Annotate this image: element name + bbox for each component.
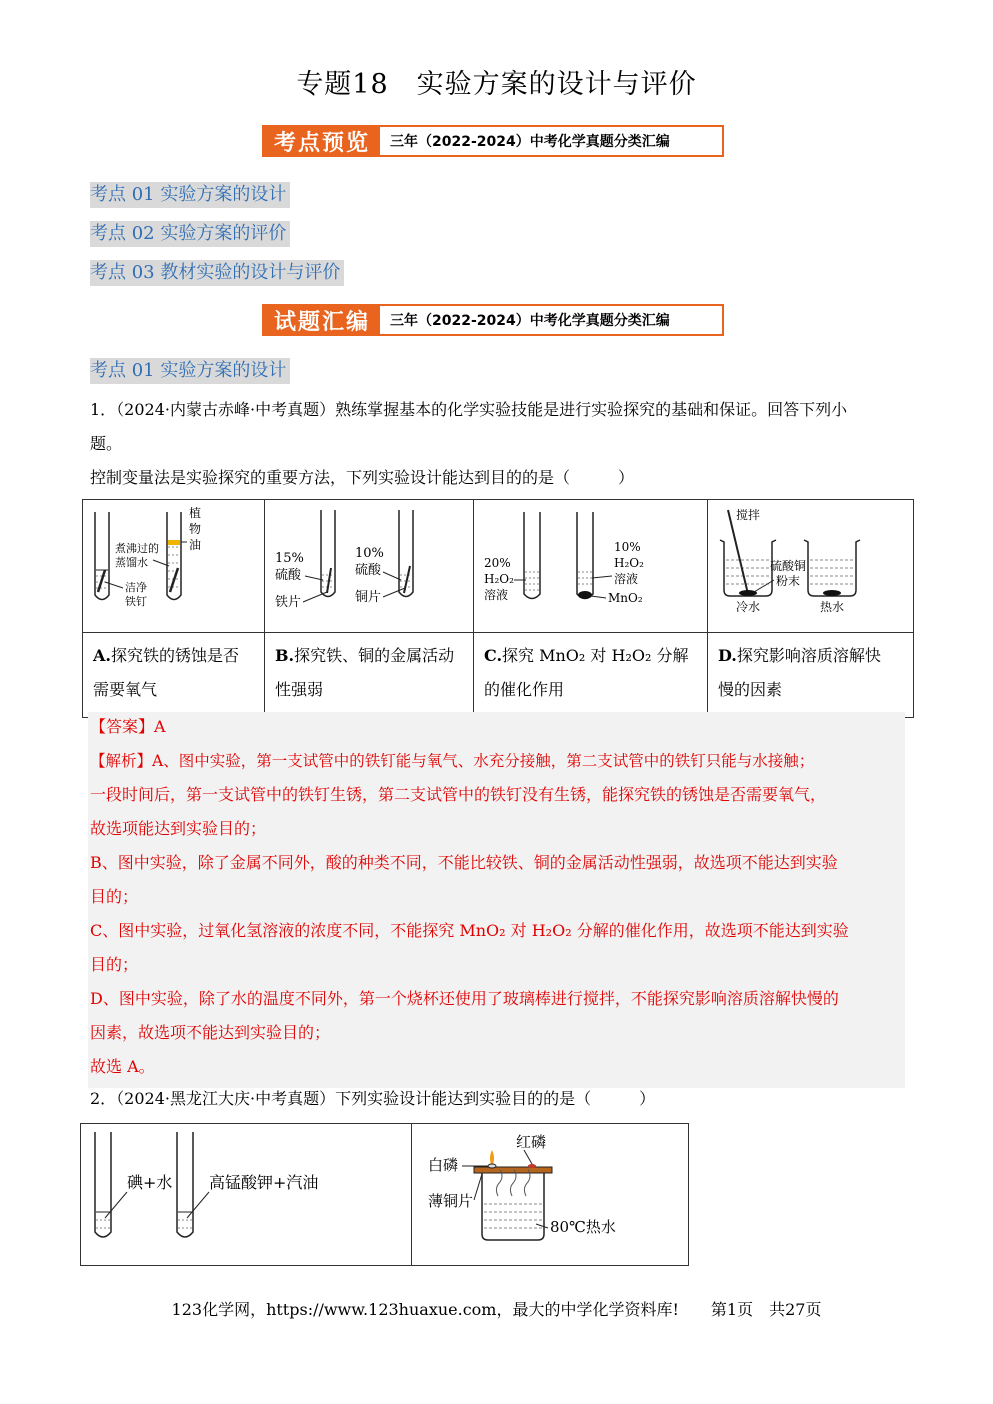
q1-line-1: 1．（2024·内蒙古赤峰·中考真题）熟练掌握基本的化学实验技能是进行实验探究的基础和保证。回答下列小 <box>90 400 848 419</box>
q2-figure-1 <box>81 1124 411 1261</box>
q2-tube2-label: 高锰酸钾+汽油 <box>209 1173 319 1192</box>
figure-d-cell <box>708 500 914 633</box>
svg-text:硫酸: 硫酸 <box>275 568 302 583</box>
option-a-label: A. <box>93 646 111 665</box>
q2-figure-2-cell <box>412 1124 689 1266</box>
option-b[interactable]: B.探究铁、铜的金属活动 性强弱 <box>265 633 474 718</box>
figure-c-cell <box>474 500 708 633</box>
q1-line-3: 控制变量法是实验探究的重要方法，下列实验设计能达到目的的是（ ） <box>90 468 635 487</box>
option-c-label: C. <box>484 646 503 665</box>
banner-subtitle: 三年（2022-2024）中考化学真题分类汇编 <box>390 313 670 329</box>
q2-tube1-label: 碘+水 <box>127 1173 173 1192</box>
q2-hot-water-label: 80℃热水 <box>550 1218 616 1236</box>
analysis-line-8: D、图中实验，除了水的温度不同外，第一个烧杯还使用了玻璃棒进行搅拌，不能探究影响溶质溶解快慢的 <box>90 989 839 1008</box>
fig-b-metal2-label: 铜片 <box>355 590 382 605</box>
svg-text:H₂O₂: H₂O₂ <box>614 556 644 570</box>
figure-d <box>708 500 913 628</box>
svg-text:溶液: 溶液 <box>484 588 509 602</box>
fig-a-nail-label: 洁净 <box>125 581 147 594</box>
banner-tag: 试题汇编 <box>264 306 380 334</box>
analysis-line-5: 目的； <box>90 887 139 906</box>
q2-white-phosphorus-label: 白磷 <box>428 1156 459 1174</box>
banner-tag: 考点预览 <box>264 127 380 155</box>
fig-b-metal1-label: 铁片 <box>275 595 302 610</box>
svg-text:硫酸: 硫酸 <box>355 563 382 578</box>
page-footer: 123化学网，https://www.123huaxue.com，最大的中学化学资料库! 第1页 共27页 <box>171 1300 822 1319</box>
analysis-line-10: 故选 A。 <box>90 1057 155 1076</box>
banner-subtitle: 三年（2022-2024）中考化学真题分类汇编 <box>390 134 670 150</box>
question-1-stem <box>90 393 910 495</box>
fig-d-cold-label: 冷水 <box>736 600 761 614</box>
analysis-line-9: 因素，故选项不能达到实验目的； <box>90 1023 331 1042</box>
question-2-figure-table <box>80 1123 689 1266</box>
figure-b-cell <box>265 500 474 633</box>
analysis-line-2: 一段时间后，第一支试管中的铁钉生锈，第二支试管中的铁钉没有生锈，能探究铁的锈蚀是否需要氧气， <box>90 785 827 804</box>
fig-d-stir-label: 搅拌 <box>736 508 761 522</box>
answer-key: 【答案】A <box>90 717 166 736</box>
q2-red-phosphorus-label: 红磷 <box>516 1133 547 1151</box>
analysis-line-3: 故选项能达到实验目的； <box>90 819 267 838</box>
banner-preview <box>262 125 724 157</box>
figure-a <box>83 500 264 628</box>
q1-line-2: 题。 <box>90 434 123 453</box>
option-d[interactable]: D.探究影响溶质溶解快 慢的因素 <box>708 633 914 718</box>
fig-b-acid2-label: 10% <box>355 546 384 561</box>
question-2-stem: 2．（2024·黑龙江大庆·中考真题）下列实验设计能达到实验目的的是（ ） <box>90 1089 656 1108</box>
analysis-line-6: C、图中实验，过氧化氢溶液的浓度不同，不能探究 MnO₂ 对 H₂O₂ 分解的催化作用，故选项不能达到实验 <box>90 921 849 940</box>
svg-text:H₂O₂: H₂O₂ <box>484 572 514 586</box>
svg-text:物: 物 <box>189 522 202 536</box>
fig-c-solution1-label: 20% <box>484 556 511 570</box>
option-d-label: D. <box>718 646 737 665</box>
svg-text:粉末: 粉末 <box>776 574 801 588</box>
fig-a-water-label: 煮沸过的 <box>115 542 159 555</box>
option-b-label: B. <box>275 646 295 665</box>
fig-d-hot-label: 热水 <box>820 600 845 614</box>
toc-item-1[interactable]: 考点 01 实验方案的设计 <box>90 182 290 208</box>
svg-text:溶液: 溶液 <box>614 572 639 586</box>
option-c[interactable]: C.探究 MnO₂ 对 H₂O₂ 分解 的催化作用 <box>474 633 708 718</box>
toc-item-2[interactable]: 考点 02 实验方案的评价 <box>90 221 290 247</box>
page-title: 专题18 实验方案的设计与评价 <box>296 69 697 100</box>
fig-b-acid1-label: 15% <box>275 551 304 566</box>
figure-c <box>474 500 707 628</box>
analysis-line-4: B、图中实验，除了金属不同外，酸的种类不同，不能比较铁、铜的金属活动性强弱，故选项不能达到实验 <box>90 853 838 872</box>
q2-copper-label: 薄铜片 <box>428 1192 474 1210</box>
option-a[interactable]: A.探究铁的锈蚀是否 需要氧气 <box>83 633 265 718</box>
svg-text:油: 油 <box>189 538 202 552</box>
analysis-line-7: 目的； <box>90 955 139 974</box>
q2-figure-1-cell <box>81 1124 412 1266</box>
fig-a-oil-label: 植 <box>189 506 202 520</box>
figure-a-cell <box>83 500 265 633</box>
fig-c-solution2-label: 10% <box>614 540 641 554</box>
section-heading: 考点 01 实验方案的设计 <box>90 358 290 384</box>
analysis-line-1: 【解析】A、图中实验，第一支试管中的铁钉能与氧气、水充分接触，第二支试管中的铁钉只能与水接触； <box>90 752 815 770</box>
fig-d-powder-label: 硫酸铜 <box>770 559 807 573</box>
svg-text:铁钉: 铁钉 <box>125 595 147 608</box>
fig-c-catalyst-label: MnO₂ <box>608 591 643 605</box>
banner-questions <box>262 304 724 336</box>
svg-text:蒸馏水: 蒸馏水 <box>115 556 148 569</box>
toc-item-3[interactable]: 考点 03 教材实验的设计与评价 <box>90 260 344 286</box>
q2-figure-2 <box>412 1124 688 1261</box>
question-1-options-table <box>82 499 914 718</box>
figure-b <box>265 500 473 628</box>
